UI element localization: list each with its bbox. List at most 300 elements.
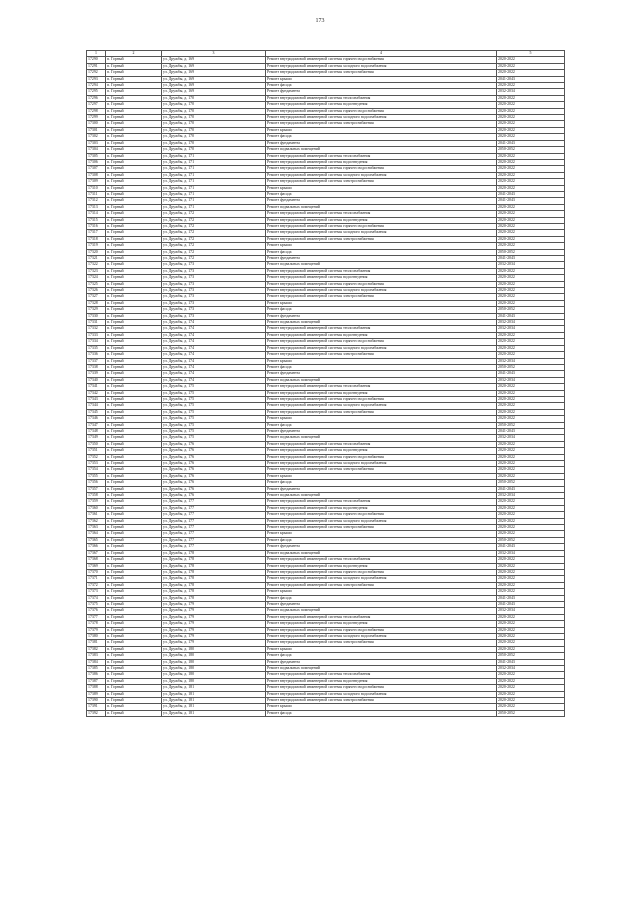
work-type-cell: Ремонт фундамента [266, 256, 497, 262]
period-cell: 2020-2022 [497, 204, 565, 210]
period-cell: 2050-2052 [497, 653, 565, 659]
address-cell: ул. Дружбы, д. 180 [162, 653, 266, 659]
row-number-cell: 17360 [87, 505, 106, 511]
settlement-cell: п. Горный [106, 653, 162, 659]
period-cell: 2050-2052 [497, 307, 565, 313]
period-cell: 2020-2022 [497, 236, 565, 242]
settlement-cell: п. Горный [106, 63, 162, 69]
address-cell: ул. Дружбы, д. 173 [162, 288, 266, 294]
work-type-cell: Ремонт фасада [266, 710, 497, 716]
row-number-cell: 17356 [87, 480, 106, 486]
row-number-cell: 17358 [87, 493, 106, 499]
row-number-cell: 17349 [87, 435, 106, 441]
work-type-cell: Ремонт внутридомовой инженерной системы водоотведения [266, 563, 497, 569]
work-type-cell: Ремонт внутридомовой инженерной системы холодного водоснабжения [266, 63, 497, 69]
row-number-cell: 17388 [87, 685, 106, 691]
settlement-cell: п. Горный [106, 544, 162, 550]
period-cell: 2020-2022 [497, 332, 565, 338]
address-cell: ул. Дружбы, д. 172 [162, 211, 266, 217]
row-number-cell: 17324 [87, 275, 106, 281]
settlement-cell: п. Горный [106, 486, 162, 492]
address-cell: ул. Дружбы, д. 175 [162, 384, 266, 390]
row-number-cell: 17382 [87, 646, 106, 652]
address-cell: ул. Дружбы, д. 170 [162, 134, 266, 140]
row-number-cell: 17355 [87, 473, 106, 479]
address-cell: ул. Дружбы, д. 171 [162, 191, 266, 197]
work-type-cell: Ремонт фасада [266, 537, 497, 543]
work-type-cell: Ремонт фундамента [266, 544, 497, 550]
period-cell: 2020-2022 [497, 518, 565, 524]
address-cell: ул. Дружбы, д. 174 [162, 358, 266, 364]
address-cell: ул. Дружбы, д. 175 [162, 409, 266, 415]
work-type-cell: Ремонт внутридомовой инженерной системы горячего водоснабжения [266, 569, 497, 575]
row-number-cell: 17348 [87, 428, 106, 434]
period-cell: 2020-2022 [497, 230, 565, 236]
work-type-cell: Ремонт крыши [266, 185, 497, 191]
settlement-cell: п. Горный [106, 621, 162, 627]
address-cell: ул. Дружбы, д. 181 [162, 691, 266, 697]
address-cell: ул. Дружбы, д. 169 [162, 89, 266, 95]
address-cell: ул. Дружбы, д. 171 [162, 204, 266, 210]
settlement-cell: п. Горный [106, 691, 162, 697]
period-cell: 2020-2022 [497, 159, 565, 165]
row-number-cell: 17336 [87, 352, 106, 358]
work-type-cell: Ремонт фундамента [266, 313, 497, 319]
row-number-cell: 17370 [87, 569, 106, 575]
work-type-cell: Ремонт внутридомовой инженерной системы водоотведения [266, 159, 497, 165]
period-cell: 2041-2043 [497, 544, 565, 550]
address-cell: ул. Дружбы, д. 171 [162, 179, 266, 185]
work-type-cell: Ремонт внутридомовой инженерной системы теплоснабжения [266, 614, 497, 620]
period-cell: 2020-2022 [497, 416, 565, 422]
settlement-cell: п. Горный [106, 89, 162, 95]
row-number-cell: 17378 [87, 621, 106, 627]
row-number-cell: 17374 [87, 595, 106, 601]
work-type-cell: Ремонт крыши [266, 531, 497, 537]
settlement-cell: п. Горный [106, 499, 162, 505]
period-cell: 2032-2034 [497, 608, 565, 614]
row-number-cell: 17338 [87, 364, 106, 370]
settlement-cell: п. Горный [106, 153, 162, 159]
address-cell: ул. Дружбы, д. 179 [162, 608, 266, 614]
address-cell: ул. Дружбы, д. 174 [162, 345, 266, 351]
settlement-cell: п. Горный [106, 435, 162, 441]
settlement-cell: п. Горный [106, 236, 162, 242]
row-number-cell: 17379 [87, 627, 106, 633]
address-cell: ул. Дружбы, д. 180 [162, 646, 266, 652]
period-cell: 2020-2022 [497, 95, 565, 101]
work-type-cell: Ремонт внутридомовой инженерной системы горячего водоснабжения [266, 108, 497, 114]
period-cell: 2020-2022 [497, 512, 565, 518]
settlement-cell: п. Горный [106, 550, 162, 556]
period-cell: 2020-2022 [497, 448, 565, 454]
address-cell: ул. Дружбы, д. 180 [162, 666, 266, 672]
address-cell: ул. Дружбы, д. 175 [162, 422, 266, 428]
settlement-cell: п. Горный [106, 428, 162, 434]
address-cell: ул. Дружбы, д. 174 [162, 320, 266, 326]
row-number-cell: 17392 [87, 710, 106, 716]
work-type-cell: Ремонт внутридомовой инженерной системы водоотведения [266, 505, 497, 511]
address-cell: ул. Дружбы, д. 176 [162, 448, 266, 454]
settlement-cell: п. Горный [106, 518, 162, 524]
period-cell: 2020-2022 [497, 505, 565, 511]
period-cell: 2020-2022 [497, 672, 565, 678]
row-number-cell: 17330 [87, 313, 106, 319]
address-cell: ул. Дружбы, д. 179 [162, 621, 266, 627]
period-cell: 2050-2052 [497, 480, 565, 486]
work-type-cell: Ремонт подвальных помещений [266, 666, 497, 672]
row-number-cell: 17366 [87, 544, 106, 550]
address-cell: ул. Дружбы, д. 178 [162, 582, 266, 588]
settlement-cell: п. Горный [106, 159, 162, 165]
settlement-cell: п. Горный [106, 512, 162, 518]
period-cell: 2032-2034 [497, 377, 565, 383]
settlement-cell: п. Горный [106, 678, 162, 684]
column-header: 3 [162, 51, 266, 57]
settlement-cell: п. Горный [106, 403, 162, 409]
period-cell: 2020-2022 [497, 441, 565, 447]
period-cell: 2041-2043 [497, 198, 565, 204]
row-number-cell: 17344 [87, 403, 106, 409]
settlement-cell: п. Горный [106, 217, 162, 223]
work-type-cell: Ремонт фасада [266, 83, 497, 89]
page-number: 173 [315, 18, 325, 24]
address-cell: ул. Дружбы, д. 180 [162, 672, 266, 678]
period-cell: 2041-2043 [497, 191, 565, 197]
work-type-cell: Ремонт крыши [266, 127, 497, 133]
period-cell: 2050-2052 [497, 537, 565, 543]
address-cell: ул. Дружбы, д. 180 [162, 678, 266, 684]
settlement-cell: п. Горный [106, 249, 162, 255]
period-cell: 2020-2022 [497, 153, 565, 159]
work-type-cell: Ремонт крыши [266, 646, 497, 652]
settlement-cell: п. Горный [106, 582, 162, 588]
settlement-cell: п. Горный [106, 352, 162, 358]
row-number-cell: 17329 [87, 307, 106, 313]
period-cell: 2020-2022 [497, 557, 565, 563]
period-cell: 2032-2034 [497, 550, 565, 556]
period-cell: 2032-2034 [497, 320, 565, 326]
work-type-cell: Ремонт внутридомовой инженерной системы электроснабжения [266, 179, 497, 185]
address-cell: ул. Дружбы, д. 175 [162, 416, 266, 422]
period-cell: 2032-2034 [497, 326, 565, 332]
period-cell: 2020-2022 [497, 531, 565, 537]
work-type-cell: Ремонт внутридомовой инженерной системы холодного водоснабжения [266, 115, 497, 121]
settlement-cell: п. Горный [106, 396, 162, 402]
row-number-cell: 17315 [87, 217, 106, 223]
settlement-cell: п. Горный [106, 537, 162, 543]
period-cell: 2020-2022 [497, 678, 565, 684]
work-type-cell: Ремонт внутридомовой инженерной системы горячего водоснабжения [266, 685, 497, 691]
row-number-cell: 17320 [87, 249, 106, 255]
period-cell: 2020-2022 [497, 185, 565, 191]
address-cell: ул. Дружбы, д. 174 [162, 332, 266, 338]
row-number-cell: 17362 [87, 518, 106, 524]
settlement-cell: п. Горный [106, 140, 162, 146]
period-cell: 2020-2022 [497, 582, 565, 588]
address-cell: ул. Дружбы, д. 172 [162, 243, 266, 249]
work-type-cell: Ремонт внутридомовой инженерной системы электроснабжения [266, 121, 497, 127]
work-type-cell: Ремонт подвальных помещений [266, 320, 497, 326]
period-cell: 2032-2034 [497, 493, 565, 499]
period-cell: 2020-2022 [497, 217, 565, 223]
address-cell: ул. Дружбы, д. 179 [162, 640, 266, 646]
settlement-cell: п. Горный [106, 223, 162, 229]
settlement-cell: п. Горный [106, 121, 162, 127]
row-number-cell: 17319 [87, 243, 106, 249]
column-header: 1 [87, 51, 106, 57]
period-cell: 2041-2043 [497, 659, 565, 665]
work-type-cell: Ремонт внутридомовой инженерной системы электроснабжения [266, 70, 497, 76]
settlement-cell: п. Горный [106, 364, 162, 370]
settlement-cell: п. Горный [106, 288, 162, 294]
address-cell: ул. Дружбы, д. 174 [162, 339, 266, 345]
row-number-cell: 17309 [87, 179, 106, 185]
row-number-cell: 17381 [87, 640, 106, 646]
address-cell: ул. Дружбы, д. 178 [162, 569, 266, 575]
period-cell: 2020-2022 [497, 300, 565, 306]
row-number-cell: 17363 [87, 525, 106, 531]
work-type-cell: Ремонт фасада [266, 364, 497, 370]
row-number-cell: 17367 [87, 550, 106, 556]
settlement-cell: п. Горный [106, 108, 162, 114]
settlement-cell: п. Горный [106, 473, 162, 479]
settlement-cell: п. Горный [106, 390, 162, 396]
settlement-cell: п. Горный [106, 659, 162, 665]
row-number-cell: 17293 [87, 76, 106, 82]
row-number-cell: 17357 [87, 486, 106, 492]
work-type-cell: Ремонт внутридомовой инженерной системы теплоснабжения [266, 672, 497, 678]
period-cell: 2020-2022 [497, 390, 565, 396]
capital-repair-table [86, 50, 565, 717]
address-cell: ул. Дружбы, д. 173 [162, 275, 266, 281]
work-type-cell: Ремонт внутридомовой инженерной системы холодного водоснабжения [266, 230, 497, 236]
row-number-cell: 17353 [87, 461, 106, 467]
settlement-cell: п. Горный [106, 710, 162, 716]
work-type-cell: Ремонт фундамента [266, 198, 497, 204]
settlement-cell: п. Горный [106, 339, 162, 345]
work-type-cell: Ремонт фасада [266, 422, 497, 428]
row-number-cell: 17334 [87, 339, 106, 345]
row-number-cell: 17311 [87, 191, 106, 197]
work-type-cell: Ремонт фасада [266, 653, 497, 659]
address-cell: ул. Дружбы, д. 171 [162, 198, 266, 204]
work-type-cell: Ремонт внутридомовой инженерной системы теплоснабжения [266, 153, 497, 159]
row-number-cell: 17372 [87, 582, 106, 588]
work-type-cell: Ремонт внутридомовой инженерной системы электроснабжения [266, 409, 497, 415]
period-cell: 2032-2034 [497, 666, 565, 672]
address-cell: ул. Дружбы, д. 178 [162, 576, 266, 582]
work-type-cell: Ремонт крыши [266, 300, 497, 306]
row-number-cell: 17296 [87, 95, 106, 101]
address-cell: ул. Дружбы, д. 174 [162, 364, 266, 370]
settlement-cell: п. Горный [106, 601, 162, 607]
period-cell: 2020-2022 [497, 384, 565, 390]
period-cell: 2020-2022 [497, 499, 565, 505]
row-number-cell: 17377 [87, 614, 106, 620]
row-number-cell: 17318 [87, 236, 106, 242]
work-type-cell: Ремонт внутридомовой инженерной системы водоотведения [266, 102, 497, 108]
row-number-cell: 17306 [87, 159, 106, 165]
address-cell: ул. Дружбы, д. 174 [162, 371, 266, 377]
address-cell: ул. Дружбы, д. 171 [162, 159, 266, 165]
address-cell: ул. Дружбы, д. 175 [162, 390, 266, 396]
row-number-cell: 17347 [87, 422, 106, 428]
settlement-cell: п. Горный [106, 185, 162, 191]
work-type-cell: Ремонт внутридомовой инженерной системы водоотведения [266, 678, 497, 684]
work-type-cell: Ремонт фасада [266, 307, 497, 313]
work-type-cell: Ремонт крыши [266, 416, 497, 422]
period-cell: 2020-2022 [497, 172, 565, 178]
work-type-cell: Ремонт внутридомовой инженерной системы холодного водоснабжения [266, 288, 497, 294]
address-cell: ул. Дружбы, д. 173 [162, 313, 266, 319]
row-number-cell: 17351 [87, 448, 106, 454]
row-number-cell: 17304 [87, 147, 106, 153]
address-cell: ул. Дружбы, д. 177 [162, 512, 266, 518]
address-cell: ул. Дружбы, д. 177 [162, 518, 266, 524]
settlement-cell: п. Горный [106, 134, 162, 140]
work-type-cell: Ремонт внутридомовой инженерной системы горячего водоснабжения [266, 512, 497, 518]
period-cell: 2020-2022 [497, 134, 565, 140]
settlement-cell: п. Горный [106, 147, 162, 153]
period-cell: 2050-2052 [497, 249, 565, 255]
work-type-cell: Ремонт внутридомовой инженерной системы теплоснабжения [266, 95, 497, 101]
address-cell: ул. Дружбы, д. 172 [162, 249, 266, 255]
settlement-cell: п. Горный [106, 416, 162, 422]
settlement-cell: п. Горный [106, 320, 162, 326]
period-cell: 2020-2022 [497, 467, 565, 473]
work-type-cell: Ремонт внутридомовой инженерной системы водоотведения [266, 390, 497, 396]
address-cell: ул. Дружбы, д. 180 [162, 659, 266, 665]
period-cell: 2041-2043 [497, 428, 565, 434]
settlement-cell: п. Горный [106, 627, 162, 633]
settlement-cell: п. Горный [106, 589, 162, 595]
period-cell: 2020-2022 [497, 211, 565, 217]
row-number-cell: 17354 [87, 467, 106, 473]
period-cell: 2050-2052 [497, 147, 565, 153]
period-cell: 2020-2022 [497, 179, 565, 185]
address-cell: ул. Дружбы, д. 173 [162, 300, 266, 306]
period-cell: 2020-2022 [497, 589, 565, 595]
settlement-cell: п. Горный [106, 102, 162, 108]
settlement-cell: п. Горный [106, 493, 162, 499]
column-header: 2 [106, 51, 162, 57]
address-cell: ул. Дружбы, д. 170 [162, 115, 266, 121]
address-cell: ул. Дружбы, д. 181 [162, 710, 266, 716]
settlement-cell: п. Горный [106, 204, 162, 210]
period-cell: 2020-2022 [497, 691, 565, 697]
row-number-cell: 17371 [87, 576, 106, 582]
work-type-cell: Ремонт внутридомовой инженерной системы горячего водоснабжения [266, 454, 497, 460]
settlement-cell: п. Горный [106, 461, 162, 467]
work-type-cell: Ремонт внутридомовой инженерной системы холодного водоснабжения [266, 518, 497, 524]
work-type-cell: Ремонт внутридомовой инженерной системы электроснабжения [266, 352, 497, 358]
work-type-cell: Ремонт крыши [266, 473, 497, 479]
work-type-cell: Ремонт подвальных помещений [266, 377, 497, 383]
work-type-cell: Ремонт фасада [266, 134, 497, 140]
address-cell: ул. Дружбы, д. 170 [162, 127, 266, 133]
period-cell: 2020-2022 [497, 121, 565, 127]
period-cell: 2041-2043 [497, 140, 565, 146]
row-number-cell: 17333 [87, 332, 106, 338]
settlement-cell: п. Горный [106, 127, 162, 133]
settlement-cell: п. Горный [106, 300, 162, 306]
address-cell: ул. Дружбы, д. 175 [162, 403, 266, 409]
work-type-cell: Ремонт подвальных помещений [266, 204, 497, 210]
settlement-cell: п. Горный [106, 448, 162, 454]
address-cell: ул. Дружбы, д. 178 [162, 589, 266, 595]
address-cell: ул. Дружбы, д. 179 [162, 633, 266, 639]
period-cell: 2020-2022 [497, 569, 565, 575]
row-number-cell: 17331 [87, 320, 106, 326]
row-number-cell: 17332 [87, 326, 106, 332]
period-cell: 2020-2022 [497, 288, 565, 294]
settlement-cell: п. Горный [106, 454, 162, 460]
work-type-cell: Ремонт подвальных помещений [266, 550, 497, 556]
period-cell: 2020-2022 [497, 621, 565, 627]
table-row [87, 710, 565, 716]
row-number-cell: 17299 [87, 115, 106, 121]
address-cell: ул. Дружбы, д. 178 [162, 550, 266, 556]
period-cell: 2041-2043 [497, 601, 565, 607]
work-type-cell: Ремонт внутридомовой инженерной системы холодного водоснабжения [266, 691, 497, 697]
settlement-cell: п. Горный [106, 115, 162, 121]
address-cell: ул. Дружбы, д. 175 [162, 428, 266, 434]
work-type-cell: Ремонт внутридомовой инженерной системы горячего водоснабжения [266, 627, 497, 633]
period-cell: 2050-2052 [497, 422, 565, 428]
period-cell: 2020-2022 [497, 614, 565, 620]
work-type-cell: Ремонт внутридомовой инженерной системы водоотведения [266, 332, 497, 338]
period-cell: 2020-2022 [497, 223, 565, 229]
settlement-cell: п. Горный [106, 83, 162, 89]
settlement-cell: п. Горный [106, 531, 162, 537]
settlement-cell: п. Горный [106, 179, 162, 185]
work-type-cell: Ремонт внутридомовой инженерной системы электроснабжения [266, 582, 497, 588]
period-cell: 2020-2022 [497, 409, 565, 415]
period-cell: 2020-2022 [497, 685, 565, 691]
settlement-cell: п. Горный [106, 256, 162, 262]
work-type-cell: Ремонт фасада [266, 249, 497, 255]
settlement-cell: п. Горный [106, 563, 162, 569]
period-cell: 2020-2022 [497, 57, 565, 63]
address-cell: ул. Дружбы, д. 178 [162, 557, 266, 563]
period-cell: 2020-2022 [497, 646, 565, 652]
row-number-cell: 17297 [87, 102, 106, 108]
period-cell: 2041-2043 [497, 76, 565, 82]
period-cell: 2041-2043 [497, 256, 565, 262]
work-type-cell: Ремонт внутридомовой инженерной системы холодного водоснабжения [266, 633, 497, 639]
settlement-cell: п. Горный [106, 505, 162, 511]
address-cell: ул. Дружбы, д. 172 [162, 230, 266, 236]
settlement-cell: п. Горный [106, 422, 162, 428]
row-number-cell: 17316 [87, 223, 106, 229]
row-number-cell: 17389 [87, 691, 106, 697]
address-cell: ул. Дружбы, д. 176 [162, 441, 266, 447]
work-type-cell: Ремонт фундамента [266, 659, 497, 665]
work-type-cell: Ремонт внутридомовой инженерной системы электроснабжения [266, 467, 497, 473]
settlement-cell: п. Горный [106, 275, 162, 281]
work-type-cell: Ремонт подвальных помещений [266, 262, 497, 268]
period-cell: 2020-2022 [497, 576, 565, 582]
work-type-cell: Ремонт внутридомовой инженерной системы теплоснабжения [266, 441, 497, 447]
work-type-cell: Ремонт фундамента [266, 89, 497, 95]
work-type-cell: Ремонт внутридомовой инженерной системы теплоснабжения [266, 211, 497, 217]
settlement-cell: п. Горный [106, 608, 162, 614]
address-cell: ул. Дружбы, д. 169 [162, 70, 266, 76]
row-number-cell: 17291 [87, 63, 106, 69]
work-type-cell: Ремонт подвальных помещений [266, 493, 497, 499]
settlement-cell: п. Горный [106, 409, 162, 415]
